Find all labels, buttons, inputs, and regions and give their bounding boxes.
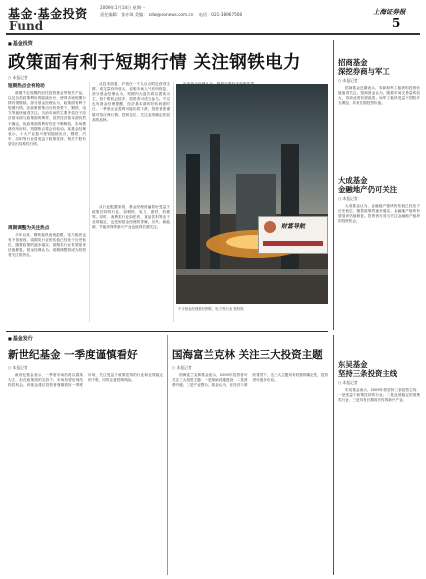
bottom-right-headline: 国海富兰克林 关注三大投资主题 xyxy=(172,349,323,361)
masthead-rule xyxy=(6,33,420,35)
photo-caption: 不少基金经理看好钢铁、电力等行业 资料图 xyxy=(178,307,244,311)
bottom-right-article xyxy=(172,335,328,575)
bottom-divider xyxy=(167,335,168,575)
bottom-left-headline: 新世纪基金 一季度谨慎看好 xyxy=(8,349,138,361)
right-body-3: 东吴基金表示，2009年将坚持三条投资主线：一是受益于政策扶持的行业；二是业绩稳定的消费类行业；三是具有长期成长性的新兴产业。 xyxy=(338,388,420,403)
page-number: 5 xyxy=(392,16,401,30)
main-right-divider xyxy=(333,40,334,330)
ad-logo-icon xyxy=(264,221,276,233)
body-paragraph-4: 今年以来，钢铁板块表现抢眼，电力板块也有不俗表现，周期类行业的估值已经处于历史低位，随着政策的逐步落实，周期类行业有望迎来估值修复。基金经理认为，周期调整将成为投资者关注的热点。 xyxy=(8,233,86,258)
editor-phone: 电话：021-38967508 xyxy=(198,12,243,17)
bottom-right-divider xyxy=(333,335,334,575)
subhead-hot-rotation: 短期热点会有轮动 xyxy=(8,84,45,89)
right-body-1: 招商基金近期表示，券商和军工板块的投资价值值得关注。招商基金认为，随着市场交易量的放大，券商业绩有望改善；而军工板块受益于国防开支增加，具有长期投资价值。 xyxy=(338,86,420,106)
main-col-1 xyxy=(8,82,86,322)
steel-mill-illustration xyxy=(176,84,328,304)
bottom-left-article xyxy=(8,335,163,575)
body-paragraph-2: 从技术面看，沪指在一千九百点附近获得支撑，成交量有所放大，说明市场人气有所恢复。部分基金经理认为，短期内大盘仍将以震荡为主，但个股机会较多，投资者可适当参与。不过也有基金经理提醒，经济基本面的好转尚需时日，一季度企业盈利可能仍将下滑，投资者需谨慎对待反弹行情，控制仓位，关注业绩确定性较高的品种。 xyxy=(92,82,170,122)
body-paragraph-1: 被期千亿规模的信托投资基金等相关产品，以及各类政策利好的陆续出台，使得市场短期行情有望继续。部分基金经理认为，政策面有利于短期行情。在政策密集出台的背景下，钢铁、电力等板块值得关注。当前市场的主要矛盾在于经济基本面与政策面的博弈，虽然经济基本面仍然不确定，但政策面的利好仍在不断释放，市场情绪有所好转，短期热点将会有轮动。某基金经理表示，十大产业振兴规划陆续出台，钢铁、汽车、纺织等行业将受益于政策扶持，相关个股有望走出结构性行情。 xyxy=(8,91,86,146)
right-byline-2: ○ 本报记者 xyxy=(338,196,358,201)
main-kicker: ■ 基金投资 xyxy=(8,40,33,47)
right-column-3 xyxy=(338,360,420,575)
col-divider xyxy=(173,82,174,322)
right-headline-1: 招商基金 深挖券商与军工 xyxy=(338,58,390,76)
section-title: 基金·基金投资 xyxy=(8,7,88,21)
bottom-section-rule xyxy=(6,331,328,332)
steel-photo xyxy=(176,84,328,304)
right-body-2: 大成基金认为，金融地产板块的估值已经处于历史低位，随着政策的逐步落实，金融地产板块有望迎来估值修复。投资者可适当关注金融地产板块的投资机会。 xyxy=(338,204,420,224)
subhead-cycle: 周期调整为关注热点 xyxy=(8,226,50,231)
main-col-2 xyxy=(92,82,170,322)
bottom-right-byline: ○ 本报记者 xyxy=(172,365,192,370)
right-headline-3: 东吴基金 坚持三条投资主线 xyxy=(338,360,398,378)
bottom-left-kicker: ■ 基金发行 xyxy=(8,335,163,342)
masthead xyxy=(0,0,426,34)
main-headline: 政策面有利于短期行情 关注钢铁电力 xyxy=(8,53,301,73)
right-headline-2: 大成基金 金融地产仍可关注 xyxy=(338,176,398,194)
wealth-guide-ad xyxy=(258,216,328,254)
ad-title: 财富导航 xyxy=(281,223,306,230)
ad-logo-stripe xyxy=(263,241,323,246)
right-byline-3: ○ 本报记者 xyxy=(338,380,358,385)
editor-line xyxy=(100,12,242,18)
paper-name: 上海证券报 xyxy=(373,8,406,16)
main-byline: ○ 本报记者 xyxy=(8,75,28,80)
right-column-2 xyxy=(338,176,420,281)
bottom-left-body: 新世纪基金表示，一季度市场仍将以震荡为主，但在政策面的支持下，市场有望出现结构性机会。该基金建议投资者谨慎看好一季度市场，关注受益于政策扶持的行业和业绩稳定的个股，同时注意控制风险。 xyxy=(8,373,163,388)
section-title-en: Fund xyxy=(9,19,44,33)
right-byline-1: ○ 本报记者 xyxy=(338,78,358,83)
col-divider xyxy=(89,82,90,322)
bottom-left-byline: ○ 本报记者 xyxy=(8,365,28,370)
bottom-right-body: 国海富兰克林基金表示，2009年投资者可关注三大投资主题：一是基础设施建设；二是消费升级；三是产业整合。基金认为，在经济下滑的背景下，这三大主题具有较强的确定性，投资者可逐步布局。 xyxy=(172,373,328,388)
body-paragraph-3: 从行业配置来看，基金经理普遍看好受益于政策扶持的行业，如钢铁、电力、建材、机械等。同时，消费类行业如医药、食品饮料等由于业绩稳定，也受到基金经理的青睐。另外，新能源、节能环保等新兴产业也值得长期关注。 xyxy=(92,205,170,230)
date-line: 2009年1月14日 星期一 xyxy=(100,5,146,10)
editor-label: 责任编辑：张亦璋 美编： xyxy=(100,12,148,17)
editor-email: zdw@sonews.com.cn xyxy=(148,12,194,17)
